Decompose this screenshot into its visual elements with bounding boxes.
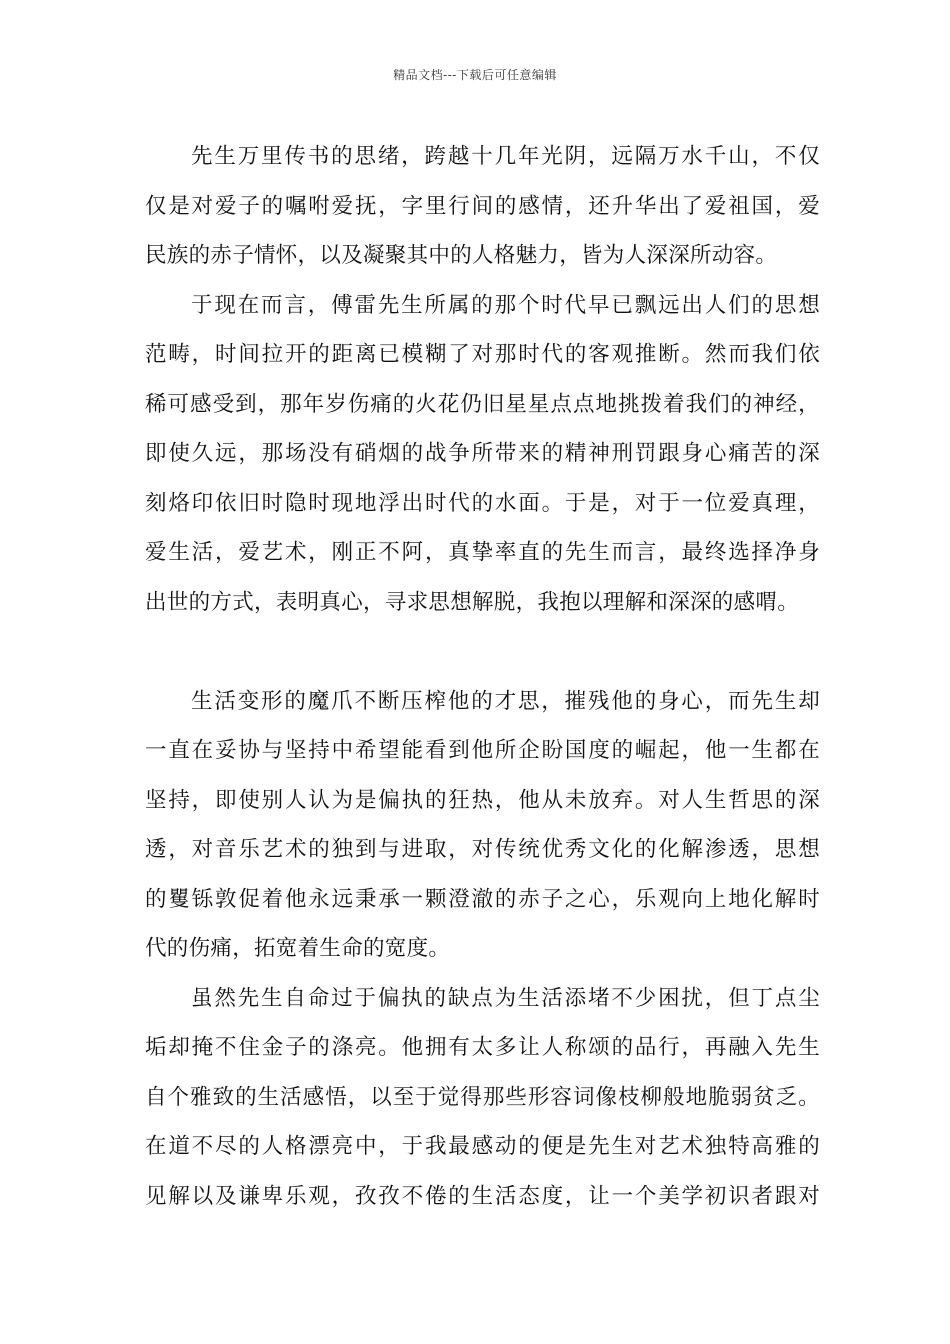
text-line: 一直在妥协与坚持中希望能看到他所企盼国度的崛起，他一生都在 — [145, 738, 820, 763]
paragraph-spacer — [145, 627, 820, 677]
page-header: 精品文档---下载后可任意编辑 — [393, 68, 557, 82]
text-line: 刻烙印依旧时隐时现地浮出时代的水面。于是，对于一位爱真理， — [145, 490, 820, 516]
text-line: 垢却掩不住金子的涤亮。他拥有太多让人称颂的品行，再融入先生 — [145, 1035, 820, 1060]
text-line: 稀可感受到，那年岁伤痛的火花仍旧星星点点地挑拨着我们的神经， — [145, 391, 820, 417]
text-line: 范畴，时间拉开的距离已模糊了对那时代的客观推断。然而我们依 — [145, 342, 820, 367]
paragraph — [145, 677, 820, 974]
text-line: 即使久远，那场没有硝烟的战争所带来的精神刑罚跟身心痛苦的深 — [145, 441, 820, 466]
text-line: 出世的方式，表明真心，寻求思想解脱，我抱以理解和深深的感喟。 — [145, 589, 800, 615]
text-line: 民族的赤子情怀，以及凝聚其中的人格魅力，皆为人深深所动容。 — [145, 243, 778, 268]
text-line: 先生万里传书的思绪，跨越十几年光阴，远隔万水千山，不仅 — [191, 144, 820, 169]
text-line: 生活变形的魔爪不断压榨他的才思，摧残他的身心，而先生却 — [191, 688, 820, 714]
text-line: 于现在而言，傅雷先生所属的那个时代早已飘远出人们的思想 — [191, 292, 820, 318]
paragraph — [145, 281, 820, 628]
text-line: 透，对音乐艺术的独到与进取，对传统优秀文化的化解渗透，思想 — [145, 837, 820, 862]
text-line: 代的伤痛，拓宽着生命的宽度。 — [145, 936, 451, 961]
text-line: 自个雅致的生活感悟，以至于觉得那些形容词像枝柳般地脆弱贫乏。 — [145, 1084, 820, 1110]
paragraph — [145, 974, 820, 1222]
text-line: 虽然先生自命过于偏执的缺点为生活添堵不少困扰，但丁点尘 — [191, 985, 820, 1011]
document-body — [145, 132, 820, 1221]
text-line: 仅是对爱子的嘱咐爱抚，字里行间的感情，还升华出了爱祖国，爱 — [145, 193, 820, 219]
text-line: 爱生活，爱艺术，刚正不阿，真挚率直的先生而言，最终选择净身 — [145, 540, 820, 565]
paragraph — [145, 132, 820, 281]
text-line: 的矍铄敦促着他永远秉承一颗澄澈的赤子之心，乐观向上地化解时 — [145, 886, 820, 912]
text-line: 在道不尽的人格漂亮中，于我最感动的便是先生对艺术独特高雅的 — [145, 1134, 820, 1159]
text-line: 见解以及谦卑乐观，孜孜不倦的生活态度，让一个美学初识者跟对 — [145, 1183, 820, 1209]
text-line: 坚持，即使别人认为是偏执的狂热，他从未放弃。对人生哲思的深 — [145, 787, 820, 813]
